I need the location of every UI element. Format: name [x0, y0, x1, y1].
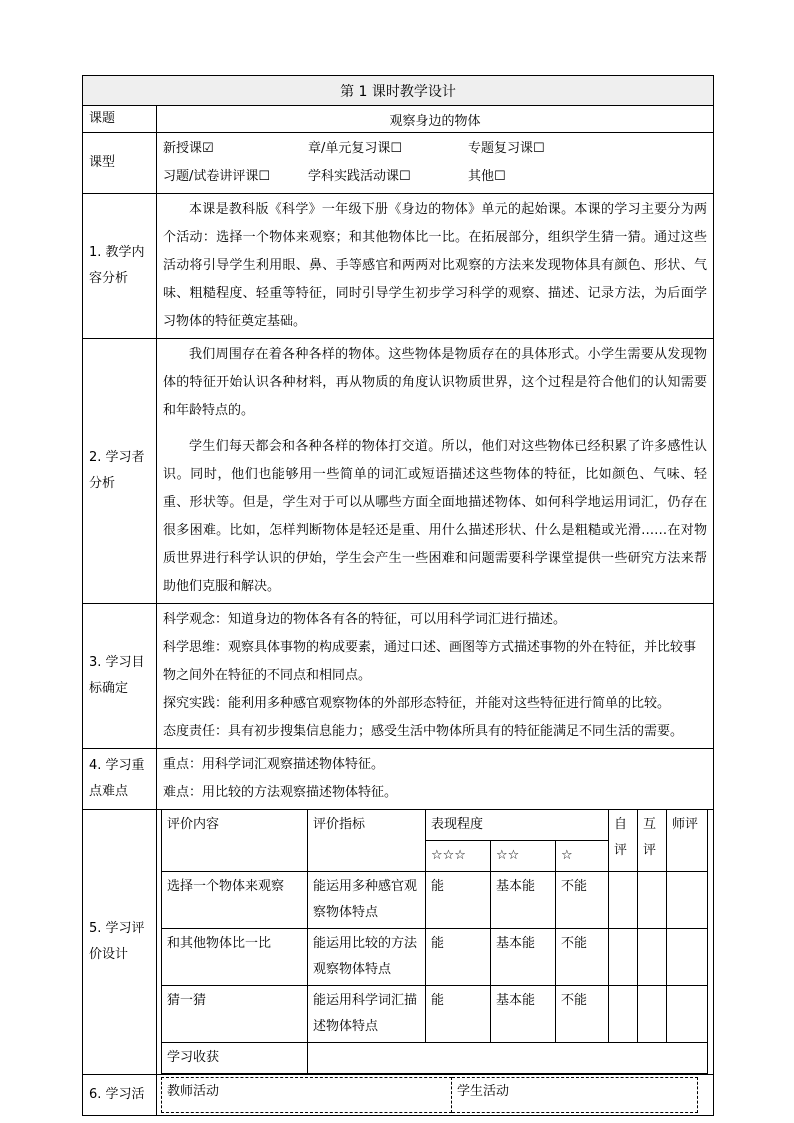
- level-three-stars: ☆☆☆: [426, 841, 491, 872]
- content-analysis-cell: [157, 194, 714, 339]
- eval-self-cell[interactable]: [609, 872, 638, 929]
- learner-analysis-paragraph: 学生们每天都会和各种各样的物体打交道。所以，他们对这些物体已经积累了许多感性认识。同时，他们也能够用一些简单的词汇或短语描述这些物体的特征，比如颜色、气味、轻重、形状等。但是，学生对于可以从哪些方面全面地描述物体、如何科学地运用词汇，仍存在很多困难。比如，怎样判断物体是轻还是重、用什么描述形状、什么是粗糙或光滑……在对物质世界进行科学认识的伊始，学生会产生一些困难和问题需要科学课堂提供一些研究方法来帮助他们克服和解决。: [163, 439, 707, 594]
- learner-analysis-row: [83, 339, 714, 604]
- harvest-row: [162, 1043, 708, 1074]
- header-indicator: 评价指标: [308, 810, 426, 872]
- activities-label: 6. 学习活: [83, 1075, 157, 1116]
- eval-content: 选择一个物体来观察: [162, 872, 308, 929]
- eval-content: 猜一猜: [162, 986, 308, 1043]
- lesson-plan-document: [82, 75, 713, 1116]
- evaluation-table: [161, 810, 708, 1074]
- evaluation-row: [83, 810, 714, 1075]
- eval-level-1: 不能: [556, 929, 609, 986]
- eval-level-2: 基本能: [491, 929, 556, 986]
- eval-peer-cell[interactable]: [638, 872, 667, 929]
- content-analysis-text: 本课是教科版《科学》一年级下册《身边的物体》单元的起始课。本课的学习主要分为两个活动：选择一个物体来观察；和其他物体比一比。在拓展部分，组织学生猜一猜。通过这些活动将引导学生利用眼、鼻、手等感官和两两对比观察的方法来发现物体具有颜色、形状、气味、粗糙程度、轻重等特征，同时引导学生初步学习科学的观察、描述、记录方法，为后面学习物体的特征奠定基础。: [163, 202, 707, 329]
- level-two-stars: ☆☆: [491, 841, 556, 872]
- activities-cell: [157, 1075, 714, 1116]
- topic-value: 观察身边的物体: [157, 106, 714, 133]
- header-peer: 互评: [638, 810, 667, 872]
- learner-analysis-label: 2. 学习者分析: [83, 339, 157, 604]
- key-points-row: [83, 749, 714, 810]
- eval-level-1: 不能: [556, 872, 609, 929]
- lesson-type-option: 新授课☑: [163, 141, 214, 156]
- evaluation-row-item: [162, 872, 708, 929]
- objective-item: 科学思维：观察具体事物的构成要素，通过口述、画图等方式描述事物的外在特征，并比较事物之间外在特征的不同点和相同点。: [163, 640, 697, 683]
- objective-item: 科学观念：知道身边的物体各有各的特征，可以用科学词汇进行描述。: [163, 612, 567, 627]
- header-teacher: 师评: [667, 810, 708, 872]
- key-points-cell: [157, 749, 714, 810]
- objectives-row: [83, 604, 714, 749]
- lesson-type-option: 学科实践活动课☐: [308, 169, 411, 184]
- lesson-plan-table: [82, 75, 714, 1116]
- header-performance: 表现程度: [426, 810, 609, 841]
- eval-peer-cell[interactable]: [638, 929, 667, 986]
- eval-teacher-cell[interactable]: [667, 872, 708, 929]
- evaluation-header-row: [162, 810, 708, 841]
- eval-level-1: 不能: [556, 986, 609, 1043]
- harvest-label: 学习收获: [162, 1043, 308, 1074]
- lesson-type-option: 章/单元复习课☐: [308, 141, 403, 156]
- learner-analysis-cell: [157, 339, 714, 604]
- lesson-type-option: 习题/试卷讲评课☐: [163, 169, 271, 184]
- objectives-cell: [157, 604, 714, 749]
- objective-item: 探究实践：能利用多种感官观察物体的外部形态特征，并能对这些特征进行简单的比较。: [163, 696, 671, 711]
- activities-row: [83, 1075, 714, 1116]
- key-point-item: 难点：用比较的方法观察描述物体特征。: [163, 785, 398, 800]
- objective-item: 态度责任：具有初步搜集信息能力；感受生活中物体所具有的特征能满足不同生活的需要。: [163, 724, 684, 739]
- eval-level-2: 基本能: [491, 986, 556, 1043]
- teacher-activity-header: 教师活动: [162, 1078, 452, 1113]
- lesson-type-row: [83, 133, 714, 194]
- activities-table: [161, 1077, 698, 1113]
- eval-level-2: 基本能: [491, 872, 556, 929]
- lesson-type-option: 专题复习课☐: [468, 141, 545, 156]
- evaluation-row-item: [162, 929, 708, 986]
- evaluation-label: 5. 学习评价设计: [83, 810, 157, 1075]
- objectives-label: 3. 学习目标确定: [83, 604, 157, 749]
- document-title: 第 1 课时教学设计: [83, 76, 714, 106]
- header-self: 自评: [609, 810, 638, 872]
- eval-peer-cell[interactable]: [638, 986, 667, 1043]
- eval-indicator: 能运用科学词汇描述物体特点: [308, 986, 426, 1043]
- key-points-label: 4. 学习重点难点: [83, 749, 157, 810]
- content-analysis-label: 1. 教学内容分析: [83, 194, 157, 339]
- student-activity-header: 学生活动: [452, 1078, 698, 1113]
- header-content: 评价内容: [162, 810, 308, 872]
- content-analysis-row: [83, 194, 714, 339]
- learner-analysis-paragraph: 我们周围存在着各种各样的物体。这些物体是物质存在的具体形式。小学生需要从发现物体的特征开始认识各种材料，再从物质的角度认识物质世界，这个过程是符合他们的认知需要和年龄特点的。: [163, 347, 707, 418]
- topic-label: 课题: [83, 106, 157, 133]
- lesson-type-option: 其他☐: [468, 169, 506, 184]
- eval-self-cell[interactable]: [609, 986, 638, 1043]
- eval-level-3: 能: [426, 872, 491, 929]
- eval-content: 和其他物体比一比: [162, 929, 308, 986]
- lesson-type-label: 课型: [83, 133, 157, 194]
- key-point-item: 重点：用科学词汇观察描述物体特征。: [163, 757, 385, 772]
- eval-self-cell[interactable]: [609, 929, 638, 986]
- harvest-input[interactable]: [308, 1043, 708, 1074]
- lesson-type-options: [157, 133, 714, 194]
- eval-level-3: 能: [426, 986, 491, 1043]
- evaluation-row-item: [162, 986, 708, 1043]
- eval-teacher-cell[interactable]: [667, 929, 708, 986]
- eval-level-3: 能: [426, 929, 491, 986]
- evaluation-cell: [157, 810, 714, 1075]
- level-one-star: ☆: [556, 841, 609, 872]
- eval-teacher-cell[interactable]: [667, 986, 708, 1043]
- eval-indicator: 能运用比较的方法观察物体特点: [308, 929, 426, 986]
- title-row: [83, 76, 714, 106]
- topic-row: [83, 106, 714, 133]
- eval-indicator: 能运用多种感官观察物体特点: [308, 872, 426, 929]
